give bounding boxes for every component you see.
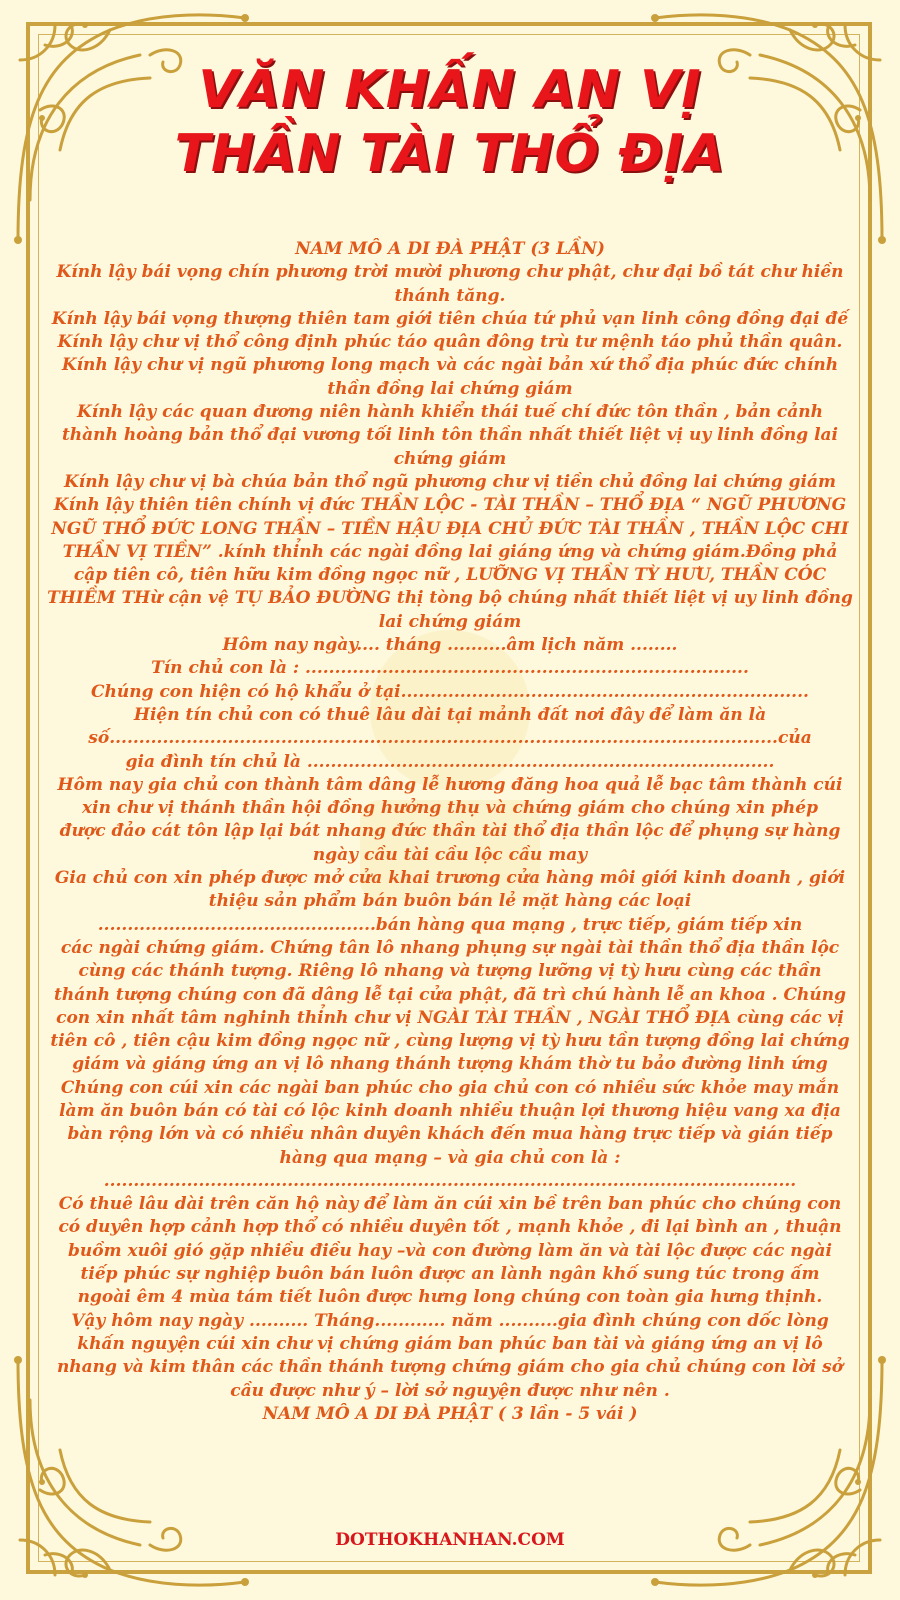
- prayer-line: Tín chủ con là : ...........................................................................: [151, 658, 749, 679]
- prayer-line: cùng các thánh tượng. Riêng lô nhang và tượng lưỡng vị tỳ hưu cùng các thần: [78, 961, 822, 982]
- prayer-line: con xin nhất tâm nghinh thỉnh chư vị NGÀI TÀI THẦN , NGÀI THỔ ĐỊA cùng các vị: [56, 1007, 844, 1028]
- prayer-line: .....................................................................................................................: [103, 1170, 797, 1191]
- prayer-line: nhang và kim thân các thần thánh tượng chứng giám cho gia chủ chúng con lời sở: [56, 1357, 844, 1378]
- prayer-line: hàng qua mạng – và gia chủ con là :: [279, 1147, 621, 1168]
- prayer-line: tiếp phúc sự nghiệp buôn bán luôn được an lành ngân khố sung túc trong ấm: [80, 1264, 820, 1285]
- prayer-line: Hôm nay ngày.... tháng ..........âm lịch năm ........: [222, 635, 678, 656]
- prayer-line: THẦN VỊ TIỀN” .kính thỉnh các ngài đồng lai giáng ứng và chứng giám.Đồng phả: [62, 541, 838, 562]
- prayer-line: ...............................................bán hàng qua mạng , trực tiếp, giám tiếp xin: [97, 914, 803, 935]
- prayer-line: Kính lậy các quan đương niên hành khiển thái tuế chí đức tôn thần , bản cảnh: [77, 402, 823, 423]
- prayer-line: Kính lậy chư vị thổ công định phúc táo quân đông trù tư mệnh táo phủ thần quân.: [57, 332, 843, 353]
- prayer-line: Có thuê lâu dài trên căn hộ này để làm ăn cúi xin bề trên ban phúc cho chúng con: [58, 1194, 842, 1215]
- page-title: [60, 58, 840, 186]
- prayer-line: lai chứng giám: [378, 611, 522, 632]
- prayer-line: thành hoàng bản thổ đại vương tối linh tôn thần nhất thiết liệt vị uy linh đồng lai: [61, 425, 839, 446]
- prayer-line: THIỀM THừ cận vệ TỤ BẢO ĐƯỜNG thị tòng bộ chúng nhất thiết liệt vị uy linh đồng: [47, 588, 853, 609]
- prayer-line: NGŨ THỔ ĐỨC LONG THẦN – TIỀN HẬU ĐỊA CHỦ ĐỨC TÀI THẦN , THẦN LỘC CHI: [51, 518, 849, 539]
- prayer-line: được đảo cát tôn lập lại bát nhang đức thần tài thổ địa thần lộc để phụng sự hàng: [59, 821, 841, 842]
- prayer-line: bàn rộng lớn và có nhiều nhân duyên khách đến mua hàng trực tiếp và gián tiếp: [67, 1124, 833, 1145]
- prayer-line: xin chư vị thánh thần hội đồng hưởng thụ và chứng giám cho chúng xin phép: [81, 798, 818, 819]
- prayer-line: ngày cầu tài cầu lộc cầu may: [312, 844, 588, 865]
- prayer-line: cập tiên cô, tiên hữu kim đồng ngọc nữ , LƯỠNG VỊ THẦN TỲ HƯU, THẦN CÓC: [73, 565, 827, 586]
- prayer-line: Kính lậy chư vị bà chúa bản thổ ngũ phương chư vị tiền chủ đồng lai chứng giám: [64, 471, 836, 492]
- prayer-line: Vậy hôm nay ngày .......... Tháng............ năm ..........gia đình chúng con dốc lòng: [71, 1310, 829, 1331]
- prayer-line: có duyên hợp cảnh hợp thổ có nhiều duyên tốt , mạnh khỏe , đi lại bình an , thuận: [58, 1217, 842, 1238]
- prayer-line: buồm xuôi gió gặp nhiều điều hay –và con đường làm ăn và tài lộc được các ngài: [68, 1240, 832, 1261]
- prayer-line: ngoài êm 4 mùa tám tiết luôn được hưng long chúng con toàn gia hưng thịnh.: [77, 1287, 823, 1308]
- prayer-line: khấn nguyện cúi xin chư vị chứng giám ban phúc ban tài và giáng ứng an vị lô: [77, 1333, 823, 1354]
- title-line-1: VĂN KHẤN AN VỊ: [198, 60, 702, 120]
- prayer-line: Kính lậy chư vị ngũ phương long mạch và các ngài bản xứ thổ địa phúc đức chính: [61, 355, 839, 376]
- prayer-line: thánh tăng.: [394, 285, 506, 306]
- prayer-line: các ngài chứng giám. Chứng tân lô nhang phụng sự ngài tài thần thổ địa thần lộc: [60, 937, 840, 958]
- prayer-line: Chúng con cúi xin các ngài ban phúc cho gia chủ con có nhiều sức khỏe may mắn: [60, 1077, 840, 1098]
- prayer-line: giám và giáng ứng an vị lô nhang thánh tượng khám thờ tu bảo đường linh ứng: [72, 1054, 828, 1075]
- title-line-2: THẦN TÀI THỔ ĐỊA: [174, 124, 726, 184]
- prayer-line: Chúng con hiện có hộ khẩu ở tại.....................................................................: [91, 681, 809, 702]
- prayer-line: Hiện tín chủ con có thuê lâu dài tại mảnh đất nơi đây để làm ăn là: [133, 704, 767, 725]
- prayer-line: cầu được như ý – lời sở nguyện được như nên .: [230, 1380, 670, 1401]
- prayer-line: thần đồng lai chứng giám: [327, 378, 573, 399]
- prayer-text: [42, 238, 858, 1426]
- prayer-line: thiệu sản phẩm bán buôn bán lẻ mặt hàng các loại: [208, 891, 692, 912]
- prayer-line: Kính lậy bái vọng thượng thiên tam giới tiên chúa tứ phủ vạn linh công đồng đại đế: [51, 308, 849, 329]
- prayer-line: NAM MÔ A DI ĐÀ PHẬT (3 LẦN): [295, 239, 605, 259]
- prayer-line: Kính lậy thiên tiên chính vị đức THẦN LỘC - TÀI THẦN – THỔ ĐỊA “ NGŨ PHƯƠNG: [53, 495, 847, 516]
- prayer-line: thánh tượng chúng con đã dâng lễ tại cửa phật, đã trì chú hành lễ an khoa . Chúng: [54, 984, 846, 1005]
- prayer-line: Hôm nay gia chủ con thành tâm dâng lễ hương đăng hoa quả lễ bạc tâm thành cúi: [57, 774, 843, 795]
- prayer-line: gia đình tín chủ là ...............................................................................: [125, 751, 775, 772]
- prayer-line: số.................................................................................................................của: [88, 728, 812, 749]
- prayer-line: Kính lậy bái vọng chín phương trời mười phương chư phật, chư đại bồ tát chư hiền: [56, 262, 844, 283]
- prayer-line: Gia chủ con xin phép được mở cửa khai trương cửa hàng môi giới kinh doanh , giới: [54, 868, 846, 889]
- prayer-line: tiên cô , tiên cậu kim đồng ngọc nữ , cùng lượng vị tỳ hưu tần tượng đồng lai chứng: [50, 1031, 850, 1052]
- website-footer: DOTHOKHANHAN.COM: [335, 1530, 565, 1550]
- prayer-line: chứng giám: [393, 448, 507, 469]
- prayer-line: làm ăn buôn bán có tài có lộc kinh doanh nhiều thuận lợi thương hiệu vang xa địa: [59, 1100, 841, 1121]
- prayer-line: NAM MÔ A DI ĐÀ PHẬT ( 3 lần - 5 vái ): [262, 1403, 638, 1424]
